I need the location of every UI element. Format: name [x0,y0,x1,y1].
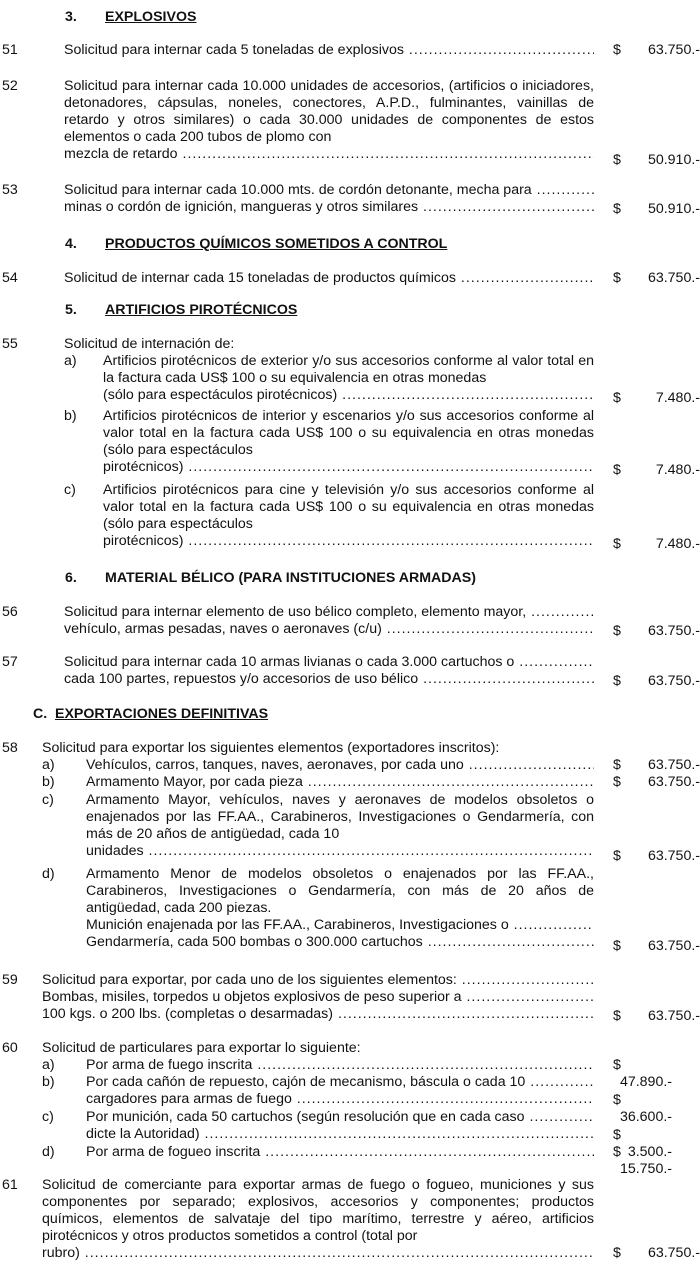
sub-label: d) [42,866,55,882]
item-text-last-line: rubro) ..... [42,1245,594,1262]
sub-text: Por munición, cada 50 cartuchos (según resolución que en cada caso ..... [86,1109,594,1126]
item-number: 58 [2,740,18,756]
item-number: 55 [2,336,18,352]
item-price: $47.890.- [613,1057,672,1090]
item-price: $ 7.480.- [613,390,700,406]
section-title: ARTIFICIOS PIROTÉCNICOS [105,302,298,318]
item-price: $ 63.750.- [613,757,700,773]
section-title: EXPLOSIVOS [105,9,197,25]
sub-text: Por arma de fogueo inscrita ..... [86,1144,594,1161]
item-text-last-line: cada 100 partes, repuestos y/o accesorios de uso bélico ..... [64,671,594,688]
item-price: $ 7.480.- [613,536,700,552]
section-title: PRODUCTOS QUÍMICOS SOMETIDOS A CONTROL [105,236,448,252]
sub-text-last-line: pirotécnicos) ..... [103,533,594,550]
item-price: $ 50.910.- [613,201,700,217]
sub-text-last-line: Gendarmería, cada 500 bombas o 300.000 cartuchos ..... [86,934,594,951]
item-text: Solicitud de internar cada 15 toneladas de productos químicos ..... [64,270,594,287]
item-text-last-line: mezcla de retardo ..... [64,146,594,163]
item-text-last-line: minas o cordón de ignición, mangueras y otros similares ..... [64,199,594,216]
sub-label: c) [64,482,76,498]
item-text: Solicitud para internar cada 10 armas livianas o cada 3.000 cartuchos o ..... [64,654,594,671]
item-text: Bombas, misiles, torpedos u objetos explosivos de peso superior a ..... [42,989,594,1006]
section-number: 6. [65,570,77,586]
item-intro: Solicitud de particulares para exportar lo siguiente: [42,1040,361,1056]
sub-label: c) [42,792,54,808]
section-title: EXPORTACIONES DEFINITIVAS [55,706,269,722]
item-number: 60 [2,1040,18,1056]
item-text: Solicitud para internar cada 10.000 mts. de cordón detonante, mecha para ..... [64,182,594,199]
section-heading-artificios-pirotecnicos [65,302,298,319]
item-price: $ 7.480.- [613,462,700,478]
item-price: $ 63.750.- [613,1245,700,1261]
sub-text: Armamento Mayor, por cada pieza ..... [86,774,594,791]
sub-text: Vehículos, carros, tanques, naves, aeronaves, por cada uno ..... [86,757,594,774]
item-number: 52 [2,78,18,94]
item-price: $ 63.750.- [613,1008,700,1024]
sub-text: Armamento Menor de modelos obsoletos o enajenados por las FF.AA., Carabineros, Investigaciones o Gendarmería, con más de 20 años de antigüedad, cada 200 piezas. [86,866,594,916]
section-number: 4. [65,236,77,252]
sub-label: b) [42,774,55,790]
item-price: $ 50.910.- [613,152,700,168]
item-price: $ 63.750.- [613,623,700,639]
item-number: 56 [2,604,18,620]
item-number: 51 [2,42,18,58]
item-text-last-line: 100 kgs. o 200 lbs. (completas o desarmadas) ..... [42,1006,594,1023]
section-heading-exportaciones-definitivas [33,706,269,723]
item-text-last-line: vehículo, armas pesadas, naves o aeronaves (c/u) ..... [64,621,594,638]
item-number: 54 [2,270,18,286]
section-title: MATERIAL BÉLICO (PARA INSTITUCIONES ARMADAS) [105,570,476,586]
sub-text: Artificios pirotécnicos para cine y televisión y/o sus accesorios conforme al valor total en la factura cada US$ 100 o su equivalencia en otras monedas (sólo para espectáculos [103,482,594,532]
sub-label: c) [42,1109,54,1125]
item-intro: Solicitud para exportar los siguientes elementos (exportadores inscritos): [42,740,500,756]
item-number: 57 [2,654,18,670]
sub-text: Artificios pirotécnicos de interior y escenarios y/o sus accesorios conforme al valor total en la factura cada US$ 100 o su equivalencia en otras monedas (sólo para espectáculos [103,408,594,458]
sub-text-last-line: unidades ..... [86,843,594,860]
item-intro: Solicitud de internación de: [64,336,235,352]
section-heading-productos-quimicos [65,236,448,253]
sub-text: Por cada cañón de repuesto, cajón de mecanismo, báscula o cada 10 ..... [86,1074,594,1091]
sub-text: Por arma de fuego inscrita ..... [86,1057,594,1074]
section-number: 3. [65,9,77,25]
item-price: $36.600.- [613,1092,672,1125]
item-price: $ 63.750.- [613,774,700,790]
section-number: 5. [65,302,77,318]
sub-label: a) [64,353,77,369]
item-text: Solicitud para internar elemento de uso bélico completo, elemento mayor, ..... [64,604,594,621]
sub-text: Armamento Mayor, vehículos, naves y aeronaves de modelos obsoletos o enajenados por las FF.AA., Carabineros, Investigaciones o Gendarmería, con más de 20 años de antigüedad, cada 10 [86,792,594,842]
item-price: $ 63.750.- [613,848,700,864]
sub-text: Munición enajenada por las FF.AA., Carabineros, Investigaciones o ..... [86,917,594,934]
item-price: $ 63.750.- [613,270,700,286]
sub-label: b) [64,408,77,424]
item-text: Solicitud para exportar, por cada uno de los siguientes elementos: ..... [42,972,594,989]
section-number: C. [33,706,48,722]
sub-text-last-line: dicte la Autoridad) ..... [86,1126,594,1143]
sub-text-last-line: (sólo para espectáculos pirotécnicos) ..... [103,387,594,404]
sub-label: d) [42,1144,55,1160]
item-price: $ 63.750.- [613,938,700,954]
sub-label: b) [42,1074,55,1090]
sub-label: a) [42,1057,55,1073]
section-heading-explosivos [65,9,197,26]
sub-text: Artificios pirotécnicos de exterior y/o sus accesorios conforme al valor total en la factura cada US$ 100 o su equivalencia en otras monedas [103,353,594,386]
sub-text-last-line: cargadores para armas de fuego ..... [86,1091,594,1108]
item-number: 59 [2,972,18,988]
item-number: 61 [2,1177,18,1193]
item-text: Solicitud para internar cada 10.000 unidades de accesorios, (artificios o iniciadores, detonadores, cápsulas, noneles, conectores, A.P.D., fulminantes, vainillas de retardo y otros similares) o cada 30.000 unidades de componentes de estos elementos o cada 200 tubos de plomo con [64,78,594,145]
item-price: $ 63.750.- [613,673,700,689]
item-text: Solicitud de comerciante para exportar armas de fuego o fogueo, municiones y sus componentes por separado; explosivos, accesorios y componentes; productos químicos, elementos de salvataje del tipo marítimo, terrestre y aéreo, artificios pirotécnicos y otros productos sometidos a control (total por [42,1177,594,1244]
item-number: 53 [2,182,18,198]
item-price: $15.750.- [613,1144,672,1177]
item-text: Solicitud para internar cada 5 toneladas de explosivos ..... [64,42,594,59]
sub-text-last-line: pirotécnicos) ..... [103,459,594,476]
item-price: $3.500.- [613,1127,672,1160]
item-price: $ 63.750.- [613,42,700,58]
sub-label: a) [42,757,55,773]
section-heading-material-belico [65,570,476,587]
